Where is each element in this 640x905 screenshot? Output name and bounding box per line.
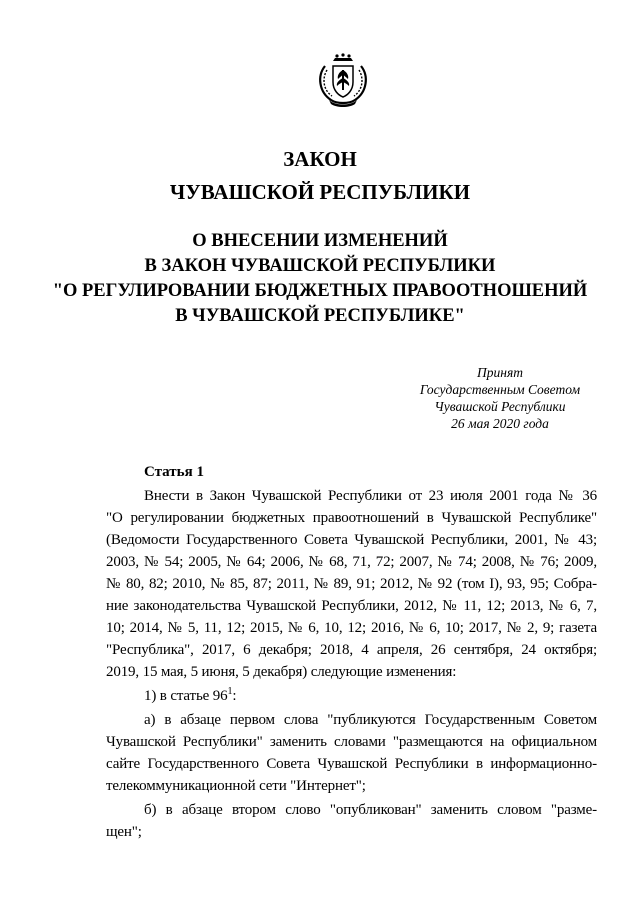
document-title-line2: ЧУВАШСКОЙ РЕСПУБЛИКИ bbox=[169, 180, 471, 204]
body-text-line: 2003, № 54; 2005, № 64; 2006, № 68, 71, 72; 2007, № 74; 2008, № 76; 2009, bbox=[106, 554, 597, 570]
list-item-1 bbox=[144, 686, 597, 706]
list-item-1-text: 1) в статье 96 bbox=[144, 688, 228, 704]
body-text-line: (Ведомости Государственного Совета Чувашской Республики, 2001, № 43; bbox=[106, 532, 597, 548]
body-text-line: Внести в Закон Чувашской Республики от 23 июля 2001 года № 36 bbox=[144, 488, 597, 504]
adoption-line1: Принят bbox=[477, 365, 523, 380]
document-title-line1: ЗАКОН bbox=[283, 147, 357, 171]
law-name-line1: О ВНЕСЕНИИ ИЗМЕНЕНИЙ bbox=[192, 231, 448, 251]
body-text-line: "Республика", 2017, 6 декабря; 2018, 4 апреля, 26 сентября, 24 октября; bbox=[106, 642, 597, 658]
body-text-line: ние законодательства Чувашской Республики, 2012, № 11, 12; 2013, № 6, 7, bbox=[106, 598, 597, 614]
list-item-b-line: щен"; bbox=[106, 824, 142, 840]
list-item-b-line: б) в абзаце втором слово "опубликован" заменить словом "разме- bbox=[144, 802, 597, 818]
list-item-a-line: сайте Государственного Совета Чувашской Республики в информационно- bbox=[106, 756, 597, 772]
list-item-a-line: телекоммуникационной сети "Интернет"; bbox=[106, 778, 366, 794]
list-item-a-line: Чувашской Республики" заменить словами "размещаются на официальном bbox=[106, 734, 597, 750]
list-item-1-colon: : bbox=[232, 688, 237, 704]
superscript: 1 bbox=[227, 686, 233, 697]
adoption-line2: Государственным Советом bbox=[419, 382, 581, 397]
law-name-line2: В ЗАКОН ЧУВАШСКОЙ РЕСПУБЛИКИ bbox=[144, 256, 496, 276]
law-name-line3: "О РЕГУЛИРОВАНИИ БЮДЖЕТНЫХ ПРАВООТНОШЕНИЙ bbox=[52, 281, 588, 301]
body-text-line: 2019, 15 мая, 5 июня, 5 декабря) следующие изменения: bbox=[106, 664, 457, 680]
body-text-line: № 80, 82; 2010, № 85, 87; 2011, № 89, 91; 2012, № 92 (том I), 93, 95; Собра- bbox=[106, 576, 597, 592]
law-name-line4: В ЧУВАШСКОЙ РЕСПУБЛИКЕ" bbox=[175, 306, 465, 326]
list-item-a-line: а) в абзаце первом слова "публикуются Государственным Советом bbox=[144, 712, 597, 728]
body-text-line: 10; 2014, № 5, 11, 12; 2015, № 6, 10, 12; 2016, № 6, 10; 2017, № 2, 9; газета bbox=[106, 620, 597, 636]
body-text-line: "О регулировании бюджетных правоотношений в Чувашской Республике" bbox=[106, 510, 597, 526]
adoption-date: 26 мая 2020 года bbox=[451, 416, 549, 431]
article-heading: Статья 1 bbox=[144, 464, 204, 480]
adoption-line3: Чувашской Республики bbox=[434, 399, 566, 414]
chuvash-republic-emblem-icon bbox=[311, 52, 375, 108]
